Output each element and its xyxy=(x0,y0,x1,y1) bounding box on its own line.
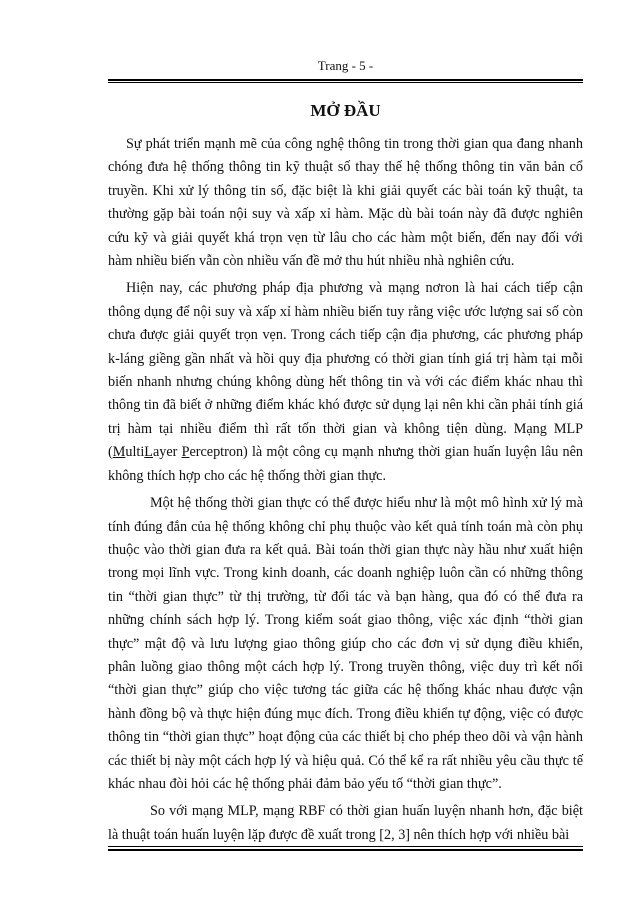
body-text xyxy=(108,133,583,851)
paragraph-3: Một hệ thống thời gian thực có thể được hiểu như là một mô hình xử lý mà tính đúng đắn của hệ thống không chỉ phụ thuộc vào kết quả tính toán mà còn phụ thuộc vào thời gian đưa ra kết quả. Bài toán thời gian thực này hầu như xuất hiện trong mọi lĩnh vực. Trong kinh doanh, các doanh nghiệp luôn cần có những thông tin “thời gian thực” từ thị trường, từ đối tác và bạn hàng, qua đó có thể đưa ra những chính sách hợp lý. Trong kiểm soát giao thông, việc xác định “thời gian thực” mật độ và lưu lượng giao thông giúp cho các đơn vị sử dụng điều khiển, phân luồng giao thông một cách hợp lý. Trong truyền thông, việc duy trì kết nối “thời gian thực” giúp cho việc tương tác giữa các hệ thống khác nhau được vận hành đồng bộ và thực hiện đúng mục đích. Trong điều khiển tự động, việc có được thông tin “thời gian thực” hoạt động của các thiết bị cho phép theo dõi và vận hành các thiết bị này một cách hợp lý và hiệu quả. Có thể kể ra rất nhiều yêu cầu thực tế khác nhau đòi hỏi các hệ thống phải đảm bảo yếu tố “thời gian thực”. xyxy=(108,495,583,792)
paragraph-2-part-a: Hiện nay, các phương pháp địa phương và mạng nơron là hai cách tiếp cận thông dụng để nội suy và xấp xỉ hàm nhiều biến tuy rằng việc ước lượng sai số còn chưa được giải quyết trọn vẹn. Trong cách tiếp cận địa phương, các phương pháp k-láng giềng gần nhất và hồi quy địa phương có thời gian tính giá trị hàm tại mỗi biến nhanh nhưng chúng không dùng hết thông tin và với các điểm khác nhau thì thông tin đã biết ở những điểm khác khó được sử dụng lại nên khi cần phải tính giá trị hàm tại nhiều điểm thì rất tốn thời gian và không tiện dùng. Mạng MLP ( xyxy=(108,280,583,461)
header-divider xyxy=(108,79,583,81)
mlp-ulti: ulti xyxy=(125,444,145,461)
paragraph-1: Sự phát triển mạnh mẽ của công nghệ thông tin trong thời gian qua đang nhanh chóng đưa hệ thống thông tin kỹ thuật số thay thế hệ thống thông tin văn bản cổ truyền. Khi xử lý thông tin số, đặc biệt là khi giải quyết các bài toán kỹ thuật, ta thường gặp bài toán nội suy và xấp xỉ hàm. Mặc dù bài toán này đã được nghiên cứu kỹ và giải quyết khá trọn vẹn từ lâu cho các hàm một biến, đến nay đối với hàm nhiều biến vẫn còn nhiều vấn đề mở thu hút nhiều nhà nghiên cứu. xyxy=(108,136,583,270)
section-title: MỞ ĐẦU xyxy=(310,101,381,120)
paragraph-4: So với mạng MLP, mạng RBF có thời gian huấn luyện nhanh hơn, đặc biệt là thuật toán huấn luyện lặp được đề xuất trong [2, 3] nên thích hợp với nhiều bài xyxy=(108,803,583,843)
paragraph-2 xyxy=(108,277,583,488)
page-number-header: Trang - 5 - xyxy=(317,58,374,73)
footer-divider xyxy=(108,849,583,851)
mlp-letter-l: L xyxy=(144,444,153,461)
mlp-letter-p: P xyxy=(181,444,190,461)
paragraph-2-part-b: erceptron) là một công cụ mạnh nhưng thời gian huấn luyện lâu nên không thích hợp cho các hệ thống thời gian thực. xyxy=(108,444,583,484)
footer-divider-thin xyxy=(108,846,583,847)
mlp-letter-m: M xyxy=(112,444,126,461)
mlp-ayer: ayer xyxy=(152,444,182,461)
header-divider-thin xyxy=(108,82,583,83)
